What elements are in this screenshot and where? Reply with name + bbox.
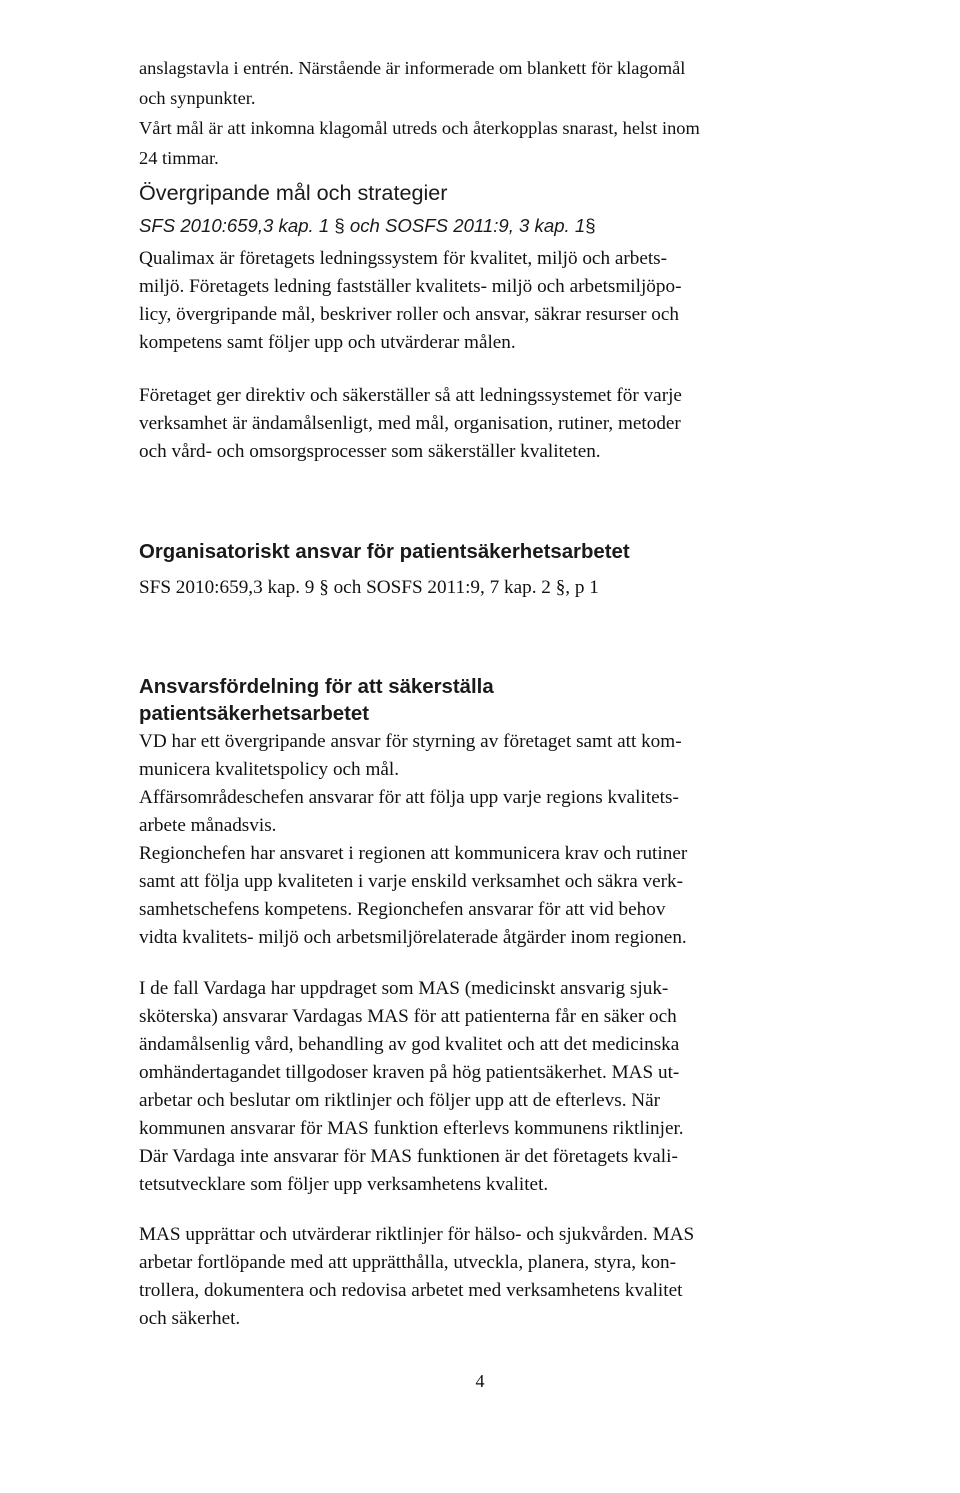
intro-line: och synpunkter. <box>139 88 256 108</box>
intro-line: Vårt mål är att inkomna klagomål utreds och återkopplas snarast, helst inom <box>139 118 700 138</box>
body-line: omhändertagandet tillgodoser kraven på hög patientsäkerhet. MAS ut- <box>139 1062 680 1083</box>
body-line: kompetens samt följer upp och utvärderar målen. <box>139 332 516 353</box>
section-heading: patientsäkerhetsarbetet <box>139 703 370 725</box>
body-line: arbetar fortlöpande med att upprätthålla, utveckla, planera, styra, kon- <box>139 1252 677 1273</box>
body-line: Där Vardaga inte ansvarar för MAS funktionen är det företagets kvali- <box>139 1146 678 1167</box>
reference-text: och SOSFS 2011:9, 7 kap. 2 <box>328 577 556 598</box>
section-sign: § <box>334 215 345 236</box>
body-line: Företaget ger direktiv och säkerställer så att ledningssystemet för varje <box>139 385 682 406</box>
body-line: kommunen ansvarar för MAS funktion efterlevs kommunens riktlinjer. <box>139 1118 684 1139</box>
body-line: och vård- och omsorgsprocesser som säkerställer kvaliteten. <box>139 441 601 462</box>
section-reference <box>139 577 599 599</box>
body-line: miljö. Företagets ledning fastställer kvalitets- miljö och arbetsmiljöpo- <box>139 276 682 297</box>
body-line: ändamålsenlig vård, behandling av god kvalitet och att det medicinska <box>139 1034 680 1055</box>
body-line: arbete månadsvis. <box>139 815 277 836</box>
section-sign: § <box>555 577 566 598</box>
body-line: tetsutvecklare som följer upp verksamhetens kvalitet. <box>139 1174 549 1195</box>
body-line: Regionchefen har ansvaret i regionen att kommunicera krav och rutiner <box>139 843 688 864</box>
section-reference <box>139 215 596 237</box>
section-heading: Övergripande mål och strategier <box>139 180 448 205</box>
page-number: 4 <box>475 1371 485 1391</box>
section-heading: Ansvarsfördelning för att säkerställa <box>139 676 494 698</box>
body-line: municera kvalitetspolicy och mål. <box>139 759 400 780</box>
body-line: samhetschefens kompetens. Regionchefen ansvarar för att vid behov <box>139 899 666 920</box>
section-sign: § <box>319 577 329 598</box>
reference-text: och SOSFS 2011:9, 3 kap. 1 <box>344 215 586 236</box>
reference-text: SFS 2010:659,3 kap. 9 <box>139 577 320 598</box>
body-line: I de fall Vardaga har uppdraget som MAS (medicinskt ansvarig sjuk- <box>139 978 669 999</box>
body-line: trollera, dokumentera och redovisa arbetet med verksamhetens kvalitet <box>139 1280 683 1301</box>
intro-line: anslagstavla i entrén. Närstående är informerade om blankett för klagomål <box>139 58 686 78</box>
reference-text: , p 1 <box>565 577 599 598</box>
body-line: arbetar och beslutar om riktlinjer och följer upp att de efterlevs. När <box>139 1090 661 1111</box>
body-line: vidta kvalitets- miljö och arbetsmiljörelaterade åtgärder inom regionen. <box>139 927 687 948</box>
intro-line: 24 timmar. <box>139 148 219 168</box>
reference-text: SFS 2010:659,3 kap. 1 <box>139 215 335 236</box>
body-line: verksamhet är ändamålsenligt, med mål, organisation, rutiner, metoder <box>139 413 681 434</box>
section-sign: § <box>585 215 596 236</box>
body-line: sköterska) ansvarar Vardagas MAS för att patienterna får en säker och <box>139 1006 677 1027</box>
body-line: licy, övergripande mål, beskriver roller och ansvar, säkrar resurser och <box>139 304 679 325</box>
section-heading: Organisatoriskt ansvar för patientsäkerhetsarbetet <box>139 541 630 563</box>
body-line: och säkerhet. <box>139 1308 241 1329</box>
body-line: Affärsområdeschefen ansvarar för att följa upp varje regions kvalitets- <box>139 787 679 808</box>
body-line: Qualimax är företagets ledningssystem för kvalitet, miljö och arbets- <box>139 248 668 269</box>
body-line: samt att följa upp kvaliteten i varje enskild verksamhet och säkra verk- <box>139 871 683 892</box>
body-line: VD har ett övergripande ansvar för styrning av företaget samt att kom- <box>139 731 682 752</box>
body-line: MAS upprättar och utvärderar riktlinjer för hälso- och sjukvården. MAS <box>139 1224 695 1245</box>
